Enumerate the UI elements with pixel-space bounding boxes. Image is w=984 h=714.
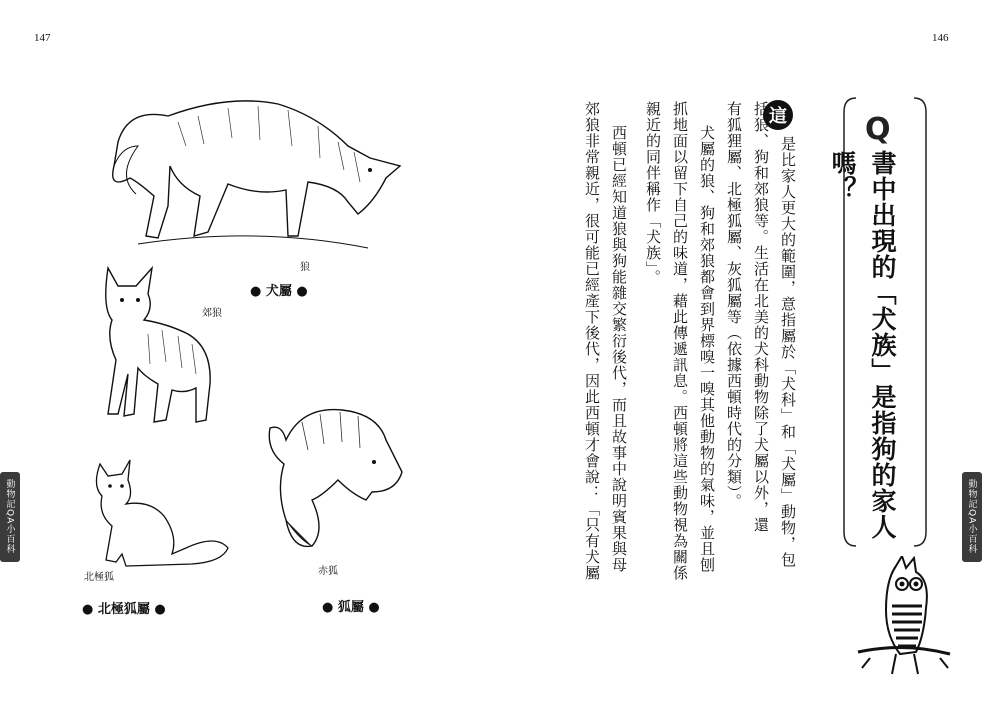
body-line-5: 抓地面以留下自己的味道，藉此傳遞訊息。西頓將這些動物視為關係 <box>671 101 689 581</box>
arctic-fox-group-label: ● 北極狐屬 ● <box>82 602 166 617</box>
body-line-7: 西頓已經知道狼與狗能雜交繁衍後代，而且故事中說明賓果與母 <box>610 125 628 573</box>
coyote-label: 郊狼 <box>202 308 222 319</box>
wolf-label: 狼 <box>300 262 310 273</box>
red-fox-illustration <box>262 400 408 552</box>
side-tab-left: 動物記QA小百科 <box>0 472 20 562</box>
body-line-4: 犬屬的狼、狗和郊狼都會到界標嗅一嗅其他動物的氣味，並且刨 <box>698 125 716 573</box>
fox-group-label: ● 狐屬 ● <box>322 600 380 615</box>
canis-group-label: ● 犬屬 ● <box>250 284 308 299</box>
wolf-illustration <box>108 86 408 256</box>
body-line-1: 是比家人更大的範圍，意指屬於「犬科」和「犬屬」動物，包 <box>779 136 797 568</box>
right-page-number: 146 <box>932 32 949 44</box>
side-tab-right: 動物記QA小百科 <box>962 472 982 562</box>
left-page-number: 147 <box>34 32 51 44</box>
body-line-3: 有狐狸屬、北極狐屬、灰狐屬等（依據西頓時代的分類）。 <box>725 101 743 510</box>
question-title: 書中出現的「犬族」是指狗的家人嗎？ <box>828 150 897 540</box>
coyote-illustration <box>88 264 218 428</box>
body-line-6: 親近的同伴稱作「犬族」。 <box>644 101 662 286</box>
arctic-fox-illustration <box>86 456 234 572</box>
drop-cap: 這 <box>763 100 793 130</box>
body-line-8: 郊狼非常親近，很可能已經產下後代，因此西頓才會說：「只有犬屬 <box>583 101 601 581</box>
question-marker: Q <box>865 112 891 147</box>
arctic-fox-label: 北極狐 <box>84 572 114 583</box>
owl-illustration <box>856 556 952 686</box>
body-line-2: 括狼、狗和郊狼等。生活在北美的犬科動物除了犬屬以外，還 <box>752 101 770 533</box>
red-fox-label: 赤狐 <box>318 566 338 577</box>
